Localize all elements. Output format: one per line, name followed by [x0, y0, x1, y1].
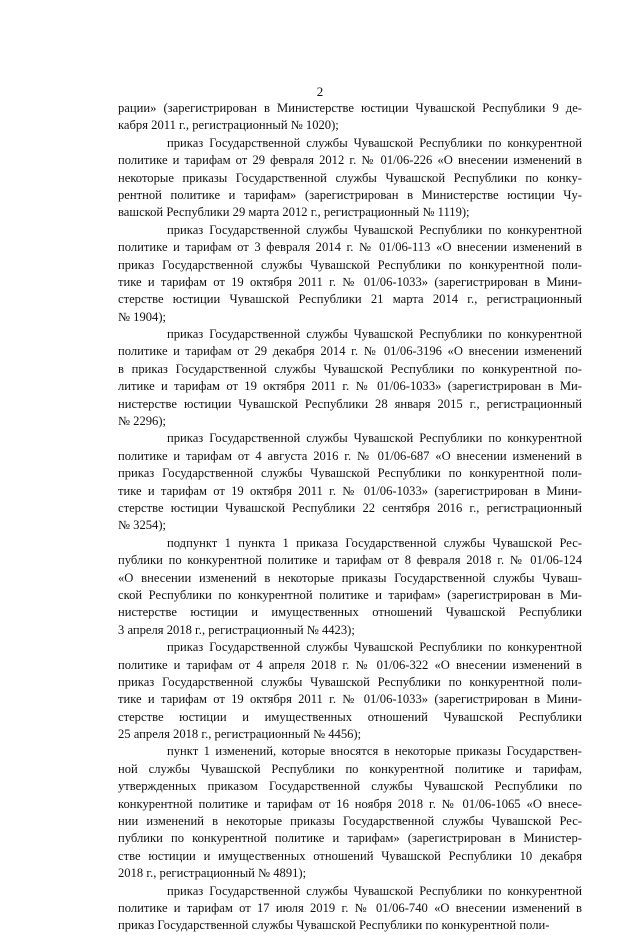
- paragraph: [118, 535, 582, 639]
- paragraph-line: некоторые приказы Государственной службы Чувашской Республики по конку-: [118, 170, 582, 185]
- paragraph-line: тике и тарифам от 19 октября 2011 г. № 01/06-1033» (зарегистрирован в Мини-: [118, 483, 582, 498]
- paragraph-line: 25 апреля 2018 г., регистрационный № 4456);: [118, 727, 362, 742]
- paragraph: [118, 639, 582, 743]
- paragraph-line: стерстве юстиции Чувашской Республики 22 сентября 2016 г., регистрационный: [118, 500, 582, 515]
- paragraph-line: приказ Государственной службы Чувашской Республики по конкурентной: [167, 135, 582, 150]
- paragraph-line: политике и тарифам от 29 февраля 2012 г. № 01/06-226 «О внесении изменений в: [118, 153, 582, 168]
- paragraph: [118, 743, 582, 882]
- paragraph: [118, 135, 582, 222]
- paragraph-line: «О внесении изменений в некоторые приказы Государственной службы Чуваш-: [118, 570, 582, 585]
- paragraph-line: стерстве юстиции Чувашской Республики 21 марта 2014 г., регистрационный: [118, 292, 582, 307]
- paragraph-line: политике и тарифам от 4 апреля 2018 г. № 01/06-322 «О внесении изменений в: [118, 657, 582, 672]
- paragraph-line: нии изменений в некоторые приказы Государственной службы Чувашской Рес-: [118, 814, 582, 829]
- paragraph: [118, 883, 582, 935]
- paragraph-line: приказ Государственной службы Чувашской Республики по конкурентной поли-: [118, 674, 582, 689]
- paragraph-line: конкурентной политике и тарифам от 16 ноября 2018 г. № 01/06-1065 «О внесе-: [118, 796, 582, 811]
- document-body: [118, 100, 582, 935]
- paragraph-line: политике и тарифам от 4 августа 2016 г. № 01/06-687 «О внесении изменений в: [118, 448, 582, 463]
- paragraph-line: нистерстве юстиции и имущественных отношений Чувашской Республики: [118, 605, 582, 620]
- paragraph-line: утвержденных приказом Государственной службы Чувашской Республики по: [118, 779, 582, 794]
- paragraph-line: приказ Государственной службы Чувашской Республики по конкурентной: [167, 640, 582, 655]
- paragraph-line: публики по конкурентной политике и тарифам» (зарегистрирован в Министер-: [118, 831, 582, 846]
- paragraph-line: приказ Государственной службы Чувашской Республики по конкурентной: [167, 431, 582, 446]
- paragraph-line: литике и тарифам от 19 октября 2011 г. № 01/06-1033» (зарегистрирован в Ми-: [118, 379, 582, 394]
- paragraph-line: приказ Государственной службы Чувашской Республики по конкурентной поли-: [118, 466, 582, 481]
- paragraph-line: подпункт 1 пункта 1 приказа Государственной службы Чувашской Рес-: [167, 535, 582, 550]
- paragraph-line: рации» (зарегистрирован в Министерстве юстиции Чувашской Республики 9 де-: [118, 101, 582, 115]
- paragraph-line: ной службы Чувашской Республики по конкурентной политике и тарифам,: [118, 761, 582, 776]
- paragraph-line: приказ Государственной службы Чувашской Республики по конкурентной поли-: [118, 257, 582, 272]
- paragraph-line: кабря 2011 г., регистрационный № 1020);: [118, 118, 339, 133]
- paragraph: [118, 326, 582, 430]
- paragraph-line: политике и тарифам от 3 февраля 2014 г. № 01/06-113 «О внесении изменений в: [118, 240, 582, 255]
- paragraph-line: рентной политике и тарифам» (зарегистрирован в Министерстве юстиции Чу-: [118, 187, 582, 202]
- paragraph-line: приказ Государственной службы Чувашской Республики по конкурентной поли-: [118, 918, 550, 933]
- paragraph-line: нистерстве юстиции Чувашской Республики 28 января 2015 г., регистрационный: [118, 396, 582, 411]
- paragraph-line: приказ Государственной службы Чувашской Республики по конкурентной: [167, 222, 582, 237]
- paragraph-line: тике и тарифам от 19 октября 2011 г. № 01/06-1033» (зарегистрирован в Мини-: [118, 274, 582, 289]
- paragraph-line: № 3254);: [118, 518, 167, 533]
- paragraph-line: ской Республики по конкурентной политике и тарифам» (зарегистрирован в Ми-: [118, 587, 582, 602]
- paragraph-line: стерстве юстиции и имущественных отношений Чувашской Республики: [118, 709, 582, 724]
- paragraph-line: политике и тарифам от 29 декабря 2014 г. № 01/06-3196 «О внесении изменений: [118, 344, 582, 359]
- page-number: 2: [316, 84, 324, 99]
- paragraph-line: пункт 1 изменений, которые вносятся в некоторые приказы Государствен-: [167, 744, 582, 759]
- paragraph-line: приказ Государственной службы Чувашской Республики по конкурентной: [167, 883, 582, 898]
- paragraph-line: в приказ Государственной службы Чувашской Республики по конкурентной по-: [118, 361, 582, 376]
- paragraph-line: публики по конкурентной политике и тарифам от 8 февраля 2018 г. № 01/06-124: [118, 553, 582, 568]
- paragraph-line: стве юстиции и имущественных отношений Чувашской Республики 10 декабря: [118, 848, 582, 863]
- paragraph: [118, 222, 582, 326]
- paragraph-line: вашской Республики 29 марта 2012 г., регистрационный № 1119);: [118, 205, 470, 220]
- paragraph-line: № 1904);: [118, 309, 167, 324]
- paragraph-line: тике и тарифам от 19 октября 2011 г. № 01/06-1033» (зарегистрирован в Мини-: [118, 692, 582, 707]
- paragraph-line: приказ Государственной службы Чувашской Республики по конкурентной: [167, 327, 582, 342]
- paragraph-line: политике и тарифам от 17 июля 2019 г. № 01/06-740 «О внесении изменений в: [118, 900, 582, 915]
- paragraph: [118, 100, 582, 135]
- paragraph-line: № 2296);: [118, 414, 167, 429]
- paragraph-line: 2018 г., регистрационный № 4891);: [118, 866, 307, 881]
- paragraph: [118, 430, 582, 534]
- paragraph-line: 3 апреля 2018 г., регистрационный № 4423);: [118, 622, 355, 637]
